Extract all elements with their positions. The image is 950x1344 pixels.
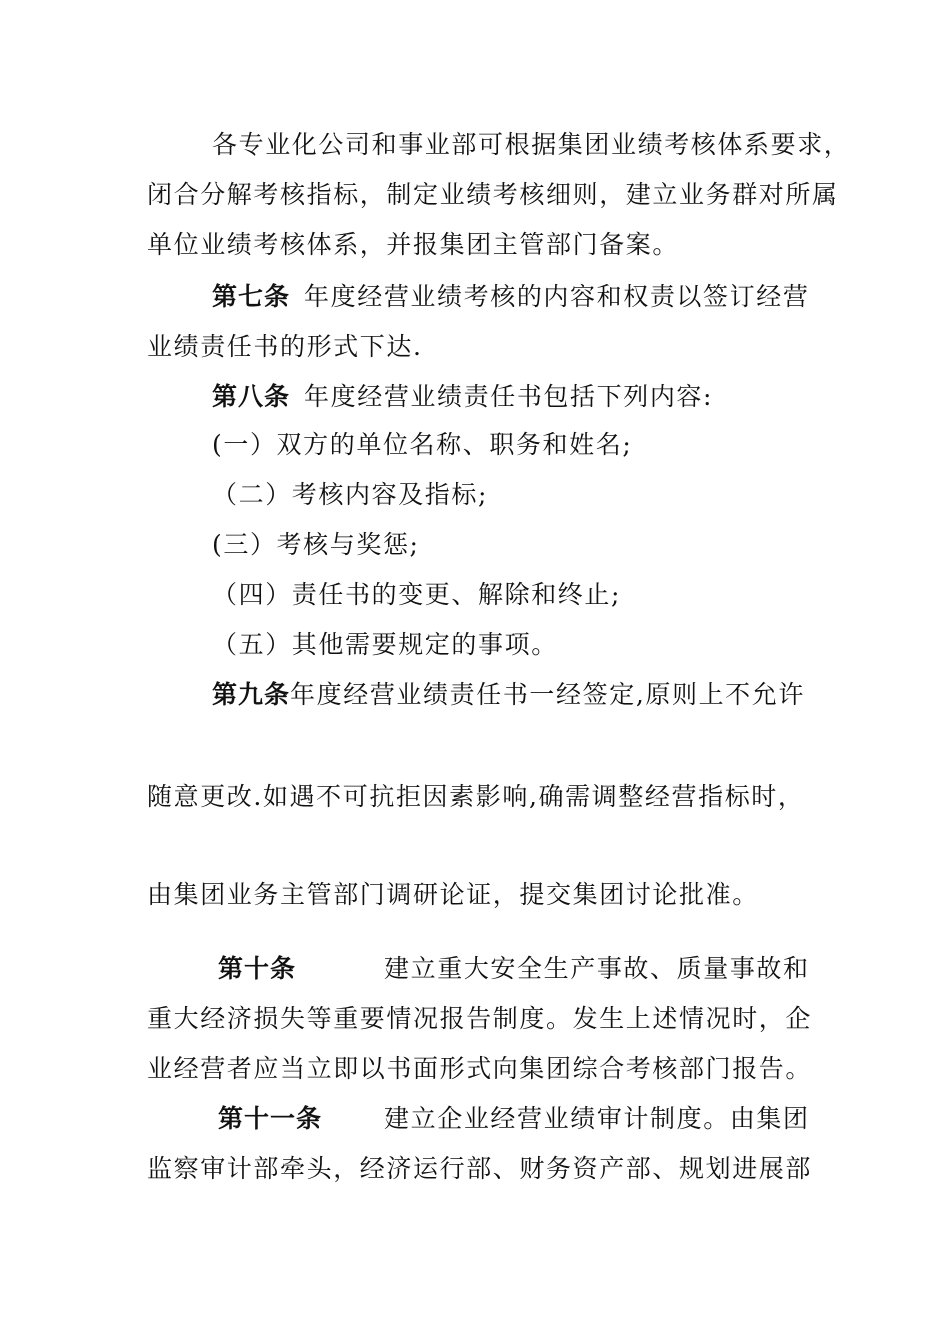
article-9-continuation: 随意更改.如遇不可抗拒因素影响,确需调整经营指标时， [147,782,805,811]
article-8-text: 年度经营业绩责任书包括下列内容: [304,382,714,411]
list-item: (三）考核与奖惩; [212,530,420,559]
paragraph-line: 各专业化公司和事业部可根据集团业绩考核体系要求， [212,130,851,159]
paragraph-line: 单位业绩考核体系，并报集团主管部门备案。 [147,230,680,259]
article-8-label: 第八条 [212,382,291,411]
article-11-continuation: 监察审计部牵头，经济运行部、财务资产部、规划进展部 [147,1154,813,1183]
article-9-continuation: 由集团业务主管部门调研论证，提交集团讨论批准。 [147,880,759,909]
list-item: （四）责任书的变更、解除和终止; [212,580,622,609]
article-9-text: 年度经营业绩责任书一经签定,原则上不允许 [290,680,805,709]
article-10-line [218,952,827,986]
article-11-label: 第十一条 [218,1104,323,1133]
article-10-continuation: 业经营者应当立即以书面形式向集团综合考核部门报告。 [147,1054,813,1083]
list-item: (一）双方的单位名称、职务和姓名; [212,430,633,459]
list-item: （五）其他需要规定的事项。 [212,630,558,659]
article-7-continuation: 业绩责任书的形式下达. [147,332,423,361]
article-7-text: 年度经营业绩考核的内容和权责以签订经营 [304,282,810,311]
list-item: （二）考核内容及指标; [212,480,489,509]
article-10-continuation: 重大经济损失等重要情况报告制度。发生上述情况时，企 [147,1004,813,1033]
article-10-text: 建立重大安全生产事故、质量事故和 [384,954,810,983]
article-8-line [212,380,827,414]
article-9-label: 第九条 [212,680,291,709]
article-9-line [212,678,827,712]
article-11-line [218,1102,827,1136]
article-7-line [212,280,827,314]
paragraph-line: 闭合分解考核指标，制定业绩考核细则，建立业务群对所属 [147,180,839,209]
article-10-label: 第十条 [218,954,297,983]
article-11-text: 建立企业经营业绩审计制度。由集团 [384,1104,810,1133]
article-7-label: 第七条 [212,282,291,311]
